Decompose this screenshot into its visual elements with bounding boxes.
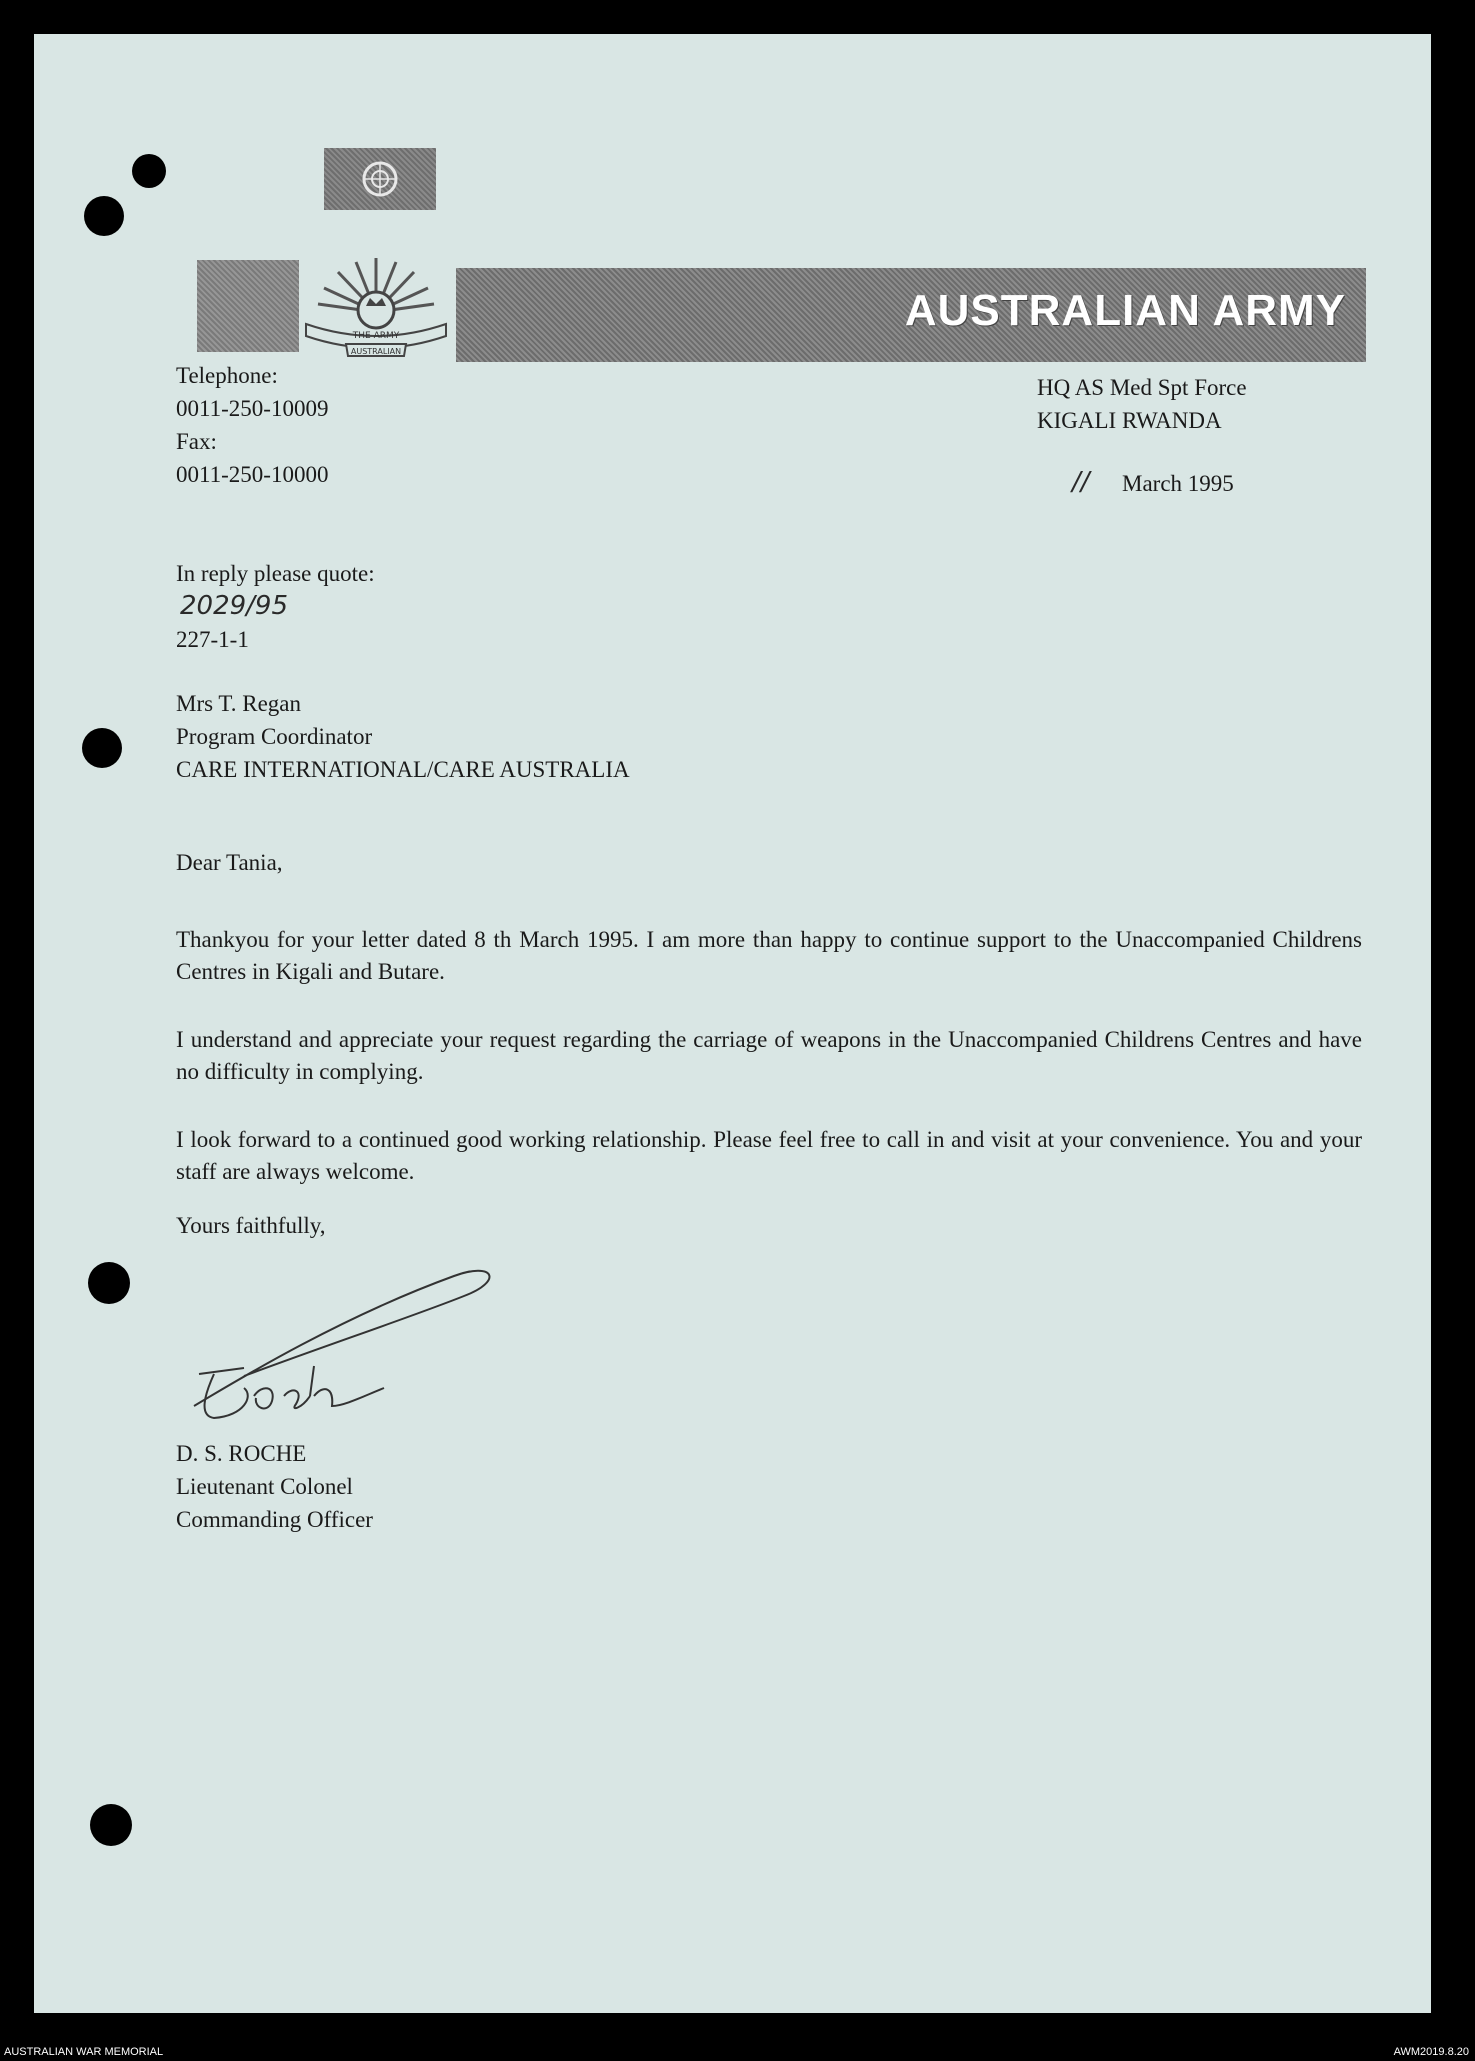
fax-label: Fax: <box>176 429 217 454</box>
handwritten-signature <box>184 1256 514 1436</box>
punch-hole <box>90 1804 132 1846</box>
signatory-name: D. S. ROCHE <box>176 1441 307 1466</box>
rising-sun-badge-icon <box>296 250 456 362</box>
banner-title-block <box>456 268 1366 362</box>
signatory-rank: Lieutenant Colonel <box>176 1474 353 1499</box>
reference-typed: 227-1-1 <box>176 627 249 652</box>
badge-ribbon-text: THE ARMY <box>352 331 400 341</box>
reference-handwritten: 2029/95 <box>180 591 289 621</box>
date-day-handwritten: // <box>1072 467 1090 497</box>
banner-title: AUSTRALIAN ARMY <box>904 286 1346 335</box>
salutation: Dear Tania, <box>176 850 283 875</box>
closing: Yours faithfully, <box>176 1213 326 1238</box>
body-paragraph-2: I understand and appreciate your request regarding the carriage of weapons in the Unaccompanied Childrens Centres and have no difficulty in complying. <box>176 1027 1362 1084</box>
un-flag-logo <box>324 148 436 210</box>
punch-hole <box>88 1262 130 1304</box>
sender-address-line2: KIGALI RWANDA <box>1037 408 1222 433</box>
footer-institution: AUSTRALIAN WAR MEMORIAL <box>4 2046 164 2058</box>
banner-left-block <box>197 260 299 352</box>
fax-number: 0011-250-10000 <box>176 462 329 487</box>
un-emblem-icon <box>324 148 436 210</box>
punch-hole <box>84 196 124 236</box>
sender-address-line1: HQ AS Med Spt Force <box>1037 375 1247 400</box>
telephone-number: 0011-250-10009 <box>176 396 329 421</box>
punch-hole <box>82 728 122 768</box>
letter-page <box>34 34 1431 2013</box>
recipient-organisation: CARE INTERNATIONAL/CARE AUSTRALIA <box>176 757 630 782</box>
badge-scroll-text: AUSTRALIAN <box>350 347 402 356</box>
telephone-label: Telephone: <box>176 363 278 388</box>
punch-hole <box>132 154 166 188</box>
body-paragraph-3: I look forward to a continued good working relationship. Please feel free to call in and visit at your convenience. You and your staff are always welcome. <box>176 1127 1362 1184</box>
body-paragraph-1: Thankyou for your letter dated 8 th March 1995. I am more than happy to continue support to the Unaccompanied Childrens Centres in Kigali and Butare. <box>176 927 1362 984</box>
signatory-position: Commanding Officer <box>176 1507 373 1532</box>
recipient-name: Mrs T. Regan <box>176 691 301 716</box>
footer-accession-number: AWM2019.8.20 <box>1393 2046 1469 2058</box>
date-month-year: March 1995 <box>1122 471 1234 496</box>
recipient-title: Program Coordinator <box>176 724 373 749</box>
reference-label: In reply please quote: <box>176 561 375 586</box>
